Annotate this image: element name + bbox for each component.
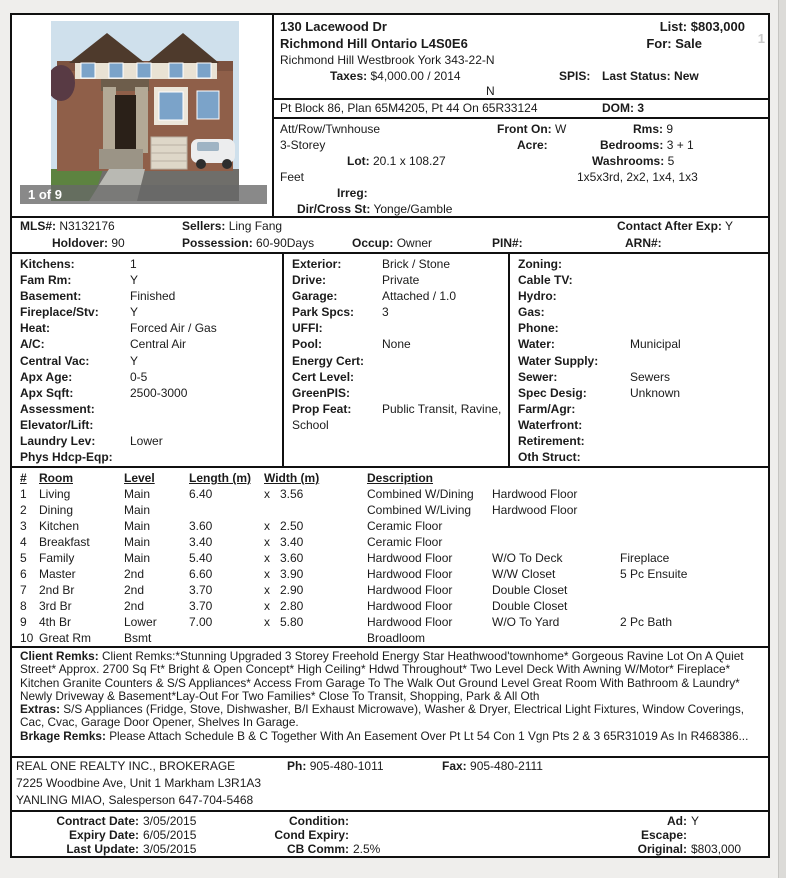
room-name: 3rd Br bbox=[39, 599, 72, 613]
room-width: x 3.56 bbox=[264, 487, 304, 501]
feature-label: Spec Desig: bbox=[518, 385, 587, 400]
arn-label: ARN#: bbox=[625, 236, 662, 250]
feature-label: Gas: bbox=[518, 305, 545, 320]
washrooms-detail: 1x5x3rd, 2x2, 1x4, 1x3 bbox=[577, 170, 698, 184]
brokerage-address: 7225 Woodbine Ave, Unit 1 Markham L3R1A3 bbox=[16, 776, 262, 790]
listing-ids-row bbox=[12, 218, 768, 254]
feature-value: Central Air bbox=[130, 337, 187, 352]
feature-value: Brick / Stone bbox=[382, 257, 451, 271]
legal-description: Pt Block 86, Plan 65M4205, Pt 44 On 65R33124 bbox=[280, 101, 538, 115]
feature-value: Lower bbox=[130, 434, 163, 449]
room-desc-2 bbox=[476, 534, 604, 550]
feature-row bbox=[12, 401, 282, 417]
col-header-width: Width (m) bbox=[264, 471, 320, 485]
feature-label: Retirement: bbox=[518, 434, 585, 449]
room-desc-3: Fireplace bbox=[620, 551, 670, 565]
feature-row bbox=[284, 256, 508, 272]
room-desc-2: Double Closet bbox=[492, 583, 568, 597]
feature-row bbox=[284, 385, 508, 401]
feature-label: Garage: bbox=[292, 289, 338, 304]
feature-row bbox=[12, 353, 282, 369]
feature-value: Forced Air / Gas bbox=[130, 321, 217, 336]
irreg-label: Irreg: bbox=[337, 186, 368, 200]
property-photo[interactable] bbox=[51, 21, 239, 201]
room-level: 2nd bbox=[124, 583, 145, 597]
feature-row bbox=[284, 336, 508, 352]
feature-row bbox=[510, 369, 768, 385]
feature-value: Y bbox=[130, 305, 139, 320]
remarks-section bbox=[12, 648, 768, 758]
feature-row bbox=[510, 304, 768, 320]
feature-row bbox=[284, 320, 508, 336]
feature-label: Cert Level: bbox=[292, 369, 355, 384]
room-num: 8 bbox=[20, 599, 27, 613]
feature-label: Cable TV: bbox=[518, 273, 573, 288]
room-width: x 2.50 bbox=[264, 519, 304, 533]
feature-label: Pool: bbox=[292, 337, 322, 352]
rooms-table-body bbox=[12, 486, 768, 646]
feature-value: Unknown bbox=[630, 385, 681, 400]
feature-label: Kitchens: bbox=[20, 257, 75, 271]
feature-label: Heat: bbox=[20, 321, 51, 336]
acre-label: Acre: bbox=[517, 138, 548, 152]
room-name: 4th Br bbox=[39, 615, 72, 629]
feature-label: Fam Rm: bbox=[20, 273, 72, 288]
room-length: 6.40 bbox=[189, 487, 213, 501]
for-sale-status: For: Sale bbox=[646, 36, 702, 51]
room-length: 6.60 bbox=[189, 567, 213, 581]
feature-value: Public Transit, Ravine, School bbox=[292, 401, 502, 432]
room-desc-1: Ceramic Floor bbox=[367, 535, 443, 549]
property-style: 3-Storey bbox=[280, 138, 326, 152]
room-level: Main bbox=[124, 535, 151, 549]
feature-row bbox=[510, 288, 768, 304]
room-desc-3 bbox=[604, 582, 768, 598]
col-header-description: Description bbox=[367, 471, 434, 485]
feature-label: Basement: bbox=[20, 289, 82, 304]
feature-label: Waterfront: bbox=[518, 417, 583, 432]
feature-row bbox=[510, 272, 768, 288]
room-num: 7 bbox=[20, 583, 27, 597]
room-name: Breakfast bbox=[39, 535, 90, 549]
room-row bbox=[12, 518, 768, 534]
room-row bbox=[12, 534, 768, 550]
taxes: Taxes: $4,000.00 / 2014 bbox=[330, 69, 461, 83]
room-desc-3 bbox=[604, 518, 768, 534]
brokerage-phone: Ph: 905-480-1011 bbox=[287, 759, 384, 773]
room-length: 3.60 bbox=[189, 519, 213, 533]
dir-cross-st: Dir/Cross St: Yonge/Gamble bbox=[297, 202, 453, 216]
room-level: Main bbox=[124, 519, 151, 533]
room-row bbox=[12, 598, 768, 614]
room-length: 3.70 bbox=[189, 599, 213, 613]
brokerage-fax: Fax: 905-480-2111 bbox=[442, 759, 543, 773]
room-width: x 3.60 bbox=[264, 551, 304, 565]
feature-row bbox=[12, 449, 282, 465]
property-type: Att/Row/Twnhouse bbox=[280, 122, 381, 136]
features-column-interior bbox=[12, 254, 284, 466]
room-length: 5.40 bbox=[189, 551, 213, 565]
room-desc-3: 2 Pc Bath bbox=[620, 615, 673, 629]
room-width: x 3.90 bbox=[264, 567, 304, 581]
feature-row bbox=[12, 433, 282, 449]
feature-label: Water: bbox=[518, 337, 555, 352]
room-row bbox=[12, 550, 768, 566]
room-desc-1: Combined W/Living bbox=[367, 503, 472, 517]
room-level: 2nd bbox=[124, 599, 145, 613]
date-cell: Escape: bbox=[640, 828, 687, 843]
date-cell: Original: $803,000 bbox=[637, 842, 742, 857]
room-num: 5 bbox=[20, 551, 27, 565]
col-header-length: Length (m) bbox=[189, 471, 251, 485]
feature-label: GreenPIS: bbox=[292, 385, 351, 400]
room-length: 3.70 bbox=[189, 583, 213, 597]
list-price: List: $803,000 bbox=[659, 19, 745, 34]
room-row bbox=[12, 566, 768, 582]
feature-label: Central Vac: bbox=[20, 353, 90, 368]
feature-row bbox=[284, 288, 508, 304]
room-desc-3 bbox=[604, 598, 768, 614]
feature-row bbox=[12, 320, 282, 336]
rooms-count: Rms: 9 bbox=[633, 122, 674, 136]
address-line2: Richmond Hill Ontario L4S0E6 bbox=[280, 36, 468, 51]
feature-label: Apx Age: bbox=[20, 369, 73, 384]
room-level: Main bbox=[124, 487, 151, 501]
lot-unit: Feet bbox=[280, 170, 305, 184]
feature-value: Attached / 1.0 bbox=[382, 289, 457, 304]
feature-value: Y bbox=[130, 273, 139, 288]
mls-number: MLS#: N3132176 bbox=[20, 219, 115, 233]
date-cell: CB Comm: 2.5% bbox=[287, 842, 381, 857]
room-desc-2: W/O To Yard bbox=[492, 615, 560, 629]
feature-value: 2500-3000 bbox=[130, 385, 188, 400]
brokerage-section bbox=[12, 758, 768, 812]
feature-label: Laundry Lev: bbox=[20, 434, 96, 449]
room-desc-1: Hardwood Floor bbox=[367, 615, 453, 629]
date-cell: Cond Expiry: bbox=[274, 828, 349, 843]
room-width bbox=[264, 630, 351, 646]
photo-panel bbox=[12, 15, 274, 216]
col-header-level: Level bbox=[124, 471, 155, 485]
dates-row bbox=[12, 842, 768, 856]
room-desc-3 bbox=[604, 534, 768, 550]
contact-after-exp: Contact After Exp: Y bbox=[617, 219, 734, 233]
feature-row bbox=[510, 449, 768, 465]
room-width: x 5.80 bbox=[264, 615, 304, 629]
feature-row bbox=[510, 320, 768, 336]
feature-row bbox=[510, 336, 768, 352]
feature-row bbox=[12, 336, 282, 352]
room-level: Bsmt bbox=[124, 631, 152, 645]
room-desc-2: Double Closet bbox=[492, 599, 568, 613]
room-num: 10 bbox=[20, 631, 34, 645]
date-cell: Condition: bbox=[289, 814, 349, 828]
room-row bbox=[12, 582, 768, 598]
room-length bbox=[189, 630, 264, 646]
room-name: Family bbox=[39, 551, 75, 565]
room-name: Great Rm bbox=[39, 631, 92, 645]
holdover: Holdover: 90 bbox=[52, 236, 125, 250]
room-name: Living bbox=[39, 487, 71, 501]
feature-row bbox=[12, 369, 282, 385]
pin-label: PIN#: bbox=[492, 236, 523, 250]
room-desc-1: Hardwood Floor bbox=[367, 567, 453, 581]
feature-row bbox=[510, 256, 768, 272]
features-column-utilities bbox=[510, 254, 768, 466]
address-line1: 130 Lacewood Dr bbox=[280, 19, 387, 34]
feature-row bbox=[12, 417, 282, 433]
last-status: Last Status: New bbox=[602, 69, 699, 83]
occupancy: Occup: Owner bbox=[352, 236, 433, 250]
lot-size: Lot: 20.1 x 108.27 bbox=[347, 154, 446, 168]
feature-label: Farm/Agr: bbox=[518, 401, 576, 416]
room-desc-2: Hardwood Floor bbox=[492, 487, 578, 501]
room-desc-1: Hardwood Floor bbox=[367, 599, 453, 613]
feature-row bbox=[510, 401, 768, 417]
col-header-room: Room bbox=[39, 471, 73, 485]
room-desc-2: W/O To Deck bbox=[492, 551, 563, 565]
feature-row bbox=[12, 385, 282, 401]
room-desc-3 bbox=[604, 630, 768, 646]
dates-row bbox=[12, 828, 768, 842]
feature-label: A/C: bbox=[20, 337, 45, 352]
room-num: 3 bbox=[20, 519, 27, 533]
feature-label: Assessment: bbox=[20, 401, 95, 416]
room-level: 2nd bbox=[124, 567, 145, 581]
feature-row bbox=[12, 272, 282, 288]
room-name: 2nd Br bbox=[39, 583, 75, 597]
salesperson: YANLING MIAO, Salesperson 647-704-5468 bbox=[16, 793, 254, 807]
feature-value: Municipal bbox=[630, 337, 681, 352]
feature-value: Private bbox=[382, 273, 420, 288]
room-desc-2 bbox=[476, 518, 604, 534]
feature-row bbox=[284, 353, 508, 369]
extras: Extras: S/S Appliances (Fridge, Stove, Dishwasher, B/I Exhaust Microwave), Washer & Dryer, Electrical Light Fixtures, Window Coverings, Cac, Cvac, Garage Door Opener, Shelves In Garage. bbox=[20, 702, 745, 730]
feature-label: Oth Struct: bbox=[518, 450, 581, 465]
header-panel bbox=[274, 15, 768, 216]
room-level: Main bbox=[124, 551, 151, 565]
feature-label: Zoning: bbox=[518, 257, 562, 271]
feature-label: Energy Cert: bbox=[292, 353, 365, 368]
date-cell: Ad: Y bbox=[667, 814, 700, 828]
room-num: 1 bbox=[20, 487, 27, 501]
room-num: 2 bbox=[20, 503, 27, 517]
feature-label: Drive: bbox=[292, 273, 327, 288]
room-name: Master bbox=[39, 567, 76, 581]
room-row bbox=[12, 614, 768, 630]
features-grid bbox=[12, 254, 768, 468]
room-desc-2 bbox=[476, 630, 604, 646]
rooms-table bbox=[12, 468, 768, 648]
room-length bbox=[189, 502, 264, 518]
feature-label: Exterior: bbox=[292, 257, 342, 271]
feature-label: Fireplace/Stv: bbox=[20, 305, 99, 320]
rooms-table-header bbox=[12, 470, 768, 486]
brokerage-remarks: Brkage Remks: Please Attach Schedule B & C Together With An Easement Over Pt Lt 54 Con 1 Vgn Pts 2 & 3 65R31019 As In R468386... bbox=[20, 728, 749, 743]
room-desc-1: Ceramic Floor bbox=[367, 519, 443, 533]
feature-value: None bbox=[382, 337, 411, 352]
room-length: 3.40 bbox=[189, 535, 213, 549]
room-desc-3: 5 Pc Ensuite bbox=[620, 567, 688, 581]
feature-row bbox=[510, 433, 768, 449]
feature-label: Phone: bbox=[518, 321, 559, 336]
feature-label: Water Supply: bbox=[518, 353, 599, 368]
district-line: Richmond Hill Westbrook York 343-22-N bbox=[280, 53, 495, 67]
listing-sheet bbox=[10, 13, 770, 858]
feature-label: Apx Sqft: bbox=[20, 385, 74, 400]
feature-label: Hydro: bbox=[518, 289, 557, 304]
feature-row bbox=[12, 304, 282, 320]
feature-value: Y bbox=[130, 353, 139, 368]
date-cell: Last Update: 3/05/2015 bbox=[66, 842, 197, 857]
feature-label: Prop Feat: bbox=[292, 401, 352, 416]
feature-label: Elevator/Lift: bbox=[20, 417, 94, 432]
feature-row bbox=[284, 369, 508, 385]
date-cell: Contract Date: 3/05/2015 bbox=[56, 814, 197, 828]
room-num: 4 bbox=[20, 535, 27, 549]
room-desc-3 bbox=[604, 502, 768, 518]
room-width: x 2.90 bbox=[264, 583, 304, 597]
feature-label: Phys Hdcp-Eqp: bbox=[20, 450, 113, 465]
spis-label: SPIS: bbox=[559, 69, 591, 83]
feature-label: Sewer: bbox=[518, 369, 558, 384]
room-desc-1: Combined W/Dining bbox=[367, 487, 474, 501]
room-level: Main bbox=[124, 503, 151, 517]
feature-row bbox=[510, 385, 768, 401]
room-name: Kitchen bbox=[39, 519, 80, 533]
feature-row bbox=[284, 304, 508, 320]
feature-row bbox=[12, 256, 282, 272]
room-row bbox=[12, 630, 768, 646]
top-summary-section bbox=[12, 15, 768, 218]
brokerage-name: REAL ONE REALTY INC., BROKERAGE bbox=[16, 759, 236, 773]
compass-indicator: N bbox=[486, 84, 495, 98]
dates-section bbox=[12, 812, 768, 856]
dates-row bbox=[12, 814, 768, 828]
room-row bbox=[12, 502, 768, 518]
possession: Possession: 60-90Days bbox=[182, 236, 315, 250]
room-level: Lower bbox=[124, 615, 157, 629]
room-num: 6 bbox=[20, 567, 27, 581]
feature-row bbox=[12, 288, 282, 304]
room-width: x 3.40 bbox=[264, 535, 304, 549]
room-desc-1: Hardwood Floor bbox=[367, 583, 453, 597]
date-cell: Expiry Date: 6/05/2015 bbox=[68, 828, 197, 843]
room-desc-1: Hardwood Floor bbox=[367, 551, 453, 565]
bedrooms: Bedrooms: 3 + 1 bbox=[600, 138, 694, 152]
feature-row bbox=[284, 272, 508, 288]
washrooms: Washrooms: 5 bbox=[592, 154, 675, 168]
photo-counter: 1 of 9 bbox=[20, 185, 267, 204]
room-row bbox=[12, 486, 768, 502]
room-num: 9 bbox=[20, 615, 27, 629]
house-photo-illustration bbox=[51, 21, 239, 201]
front-on: Front On: W bbox=[497, 122, 567, 136]
client-remarks: Client Remks: Client Remks:*Stunning Upgraded 3 Storey Freehold Energy Star Heathwood'townhome* Gorgeous Ravine Lot On A Quiet Street* Approx. 2700 Sq Ft* Bright & Open Concept* High Ceiling* Hdwd Throughout* Two Level Deck With Awning W/Motor* Fireplace* Kitchen Granite Counters & S/S Appliances* Access From Garage To The Walk Out Ground Level Great Room With Bathroom & Laundry* Newly Driveway & Basement*Lay-Out For Two Families* Close To Transit, Shopping, Park & All Oth bbox=[20, 649, 744, 703]
page-edge-strip bbox=[778, 0, 786, 878]
room-width: x 2.80 bbox=[264, 599, 304, 613]
feature-value: 3 bbox=[382, 305, 389, 320]
feature-row bbox=[510, 353, 768, 369]
room-desc-2: Hardwood Floor bbox=[492, 503, 578, 517]
feature-value: Sewers bbox=[630, 369, 671, 384]
feature-value: 0-5 bbox=[130, 369, 148, 384]
room-desc-3 bbox=[604, 486, 768, 502]
sellers: Sellers: Ling Fang bbox=[182, 219, 283, 233]
days-on-market: DOM: 3 bbox=[602, 101, 645, 115]
room-name: Dining bbox=[39, 503, 74, 517]
room-length: 7.00 bbox=[189, 615, 213, 629]
col-header-num: # bbox=[20, 471, 27, 485]
room-desc-2: W/W Closet bbox=[492, 567, 556, 581]
room-width bbox=[264, 502, 351, 518]
room-desc-1: Broadloom bbox=[367, 631, 426, 645]
feature-value: 1 bbox=[130, 257, 137, 271]
features-column-exterior bbox=[284, 254, 510, 466]
feature-label: UFFI: bbox=[292, 321, 323, 336]
page-number: 1 bbox=[757, 31, 765, 46]
feature-row bbox=[510, 417, 768, 433]
feature-label: Park Spcs: bbox=[292, 305, 355, 320]
feature-value: Finished bbox=[130, 289, 176, 304]
feature-row bbox=[284, 401, 508, 433]
